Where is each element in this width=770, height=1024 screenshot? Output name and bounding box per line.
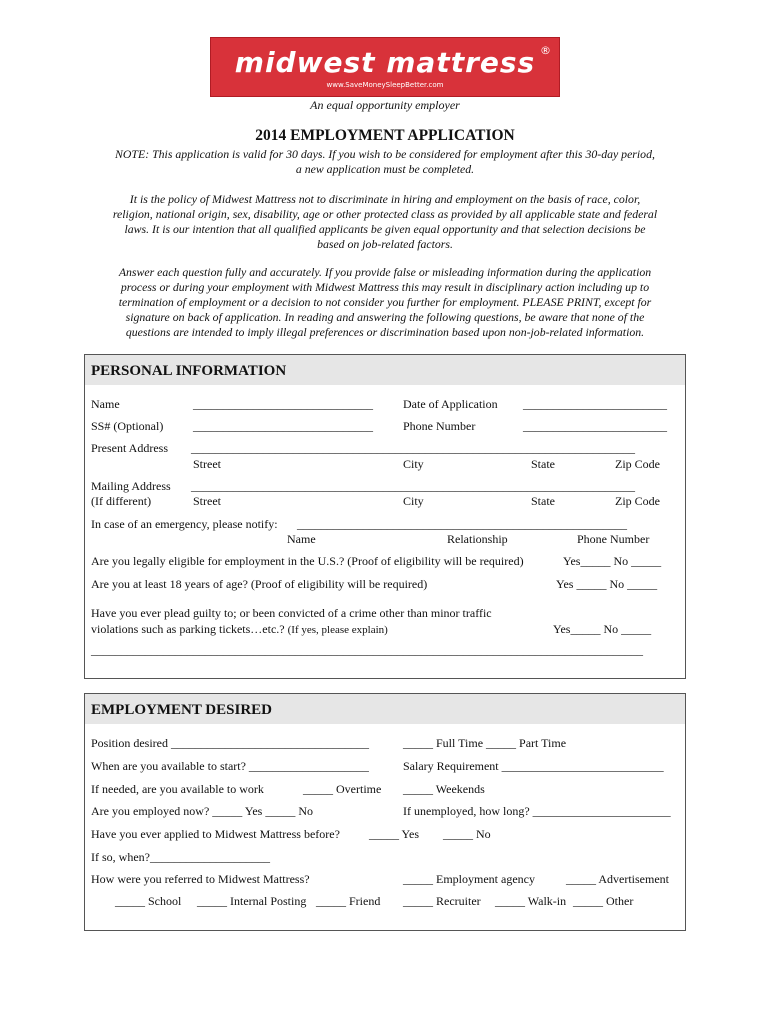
referral-school[interactable]: _____ School xyxy=(115,894,182,908)
employment-desired-section xyxy=(84,693,686,931)
age-question: Are you at least 18 years of age? (Proof of eligibility will be required) xyxy=(91,577,428,591)
emergency-contact-field[interactable]: _______________________________________________________ xyxy=(297,517,627,531)
company-logo xyxy=(210,37,560,97)
mailing-address-sublabel: (If different) xyxy=(91,494,152,508)
section-title: PERSONAL INFORMATION xyxy=(91,363,287,379)
eligibility-question: Are you legally eligible for employment in the U.S.? (Proof of eligibility will be required) xyxy=(91,554,524,568)
referral-question: How were you referred to Midwest Mattress? xyxy=(91,872,310,886)
emergency-phone-caption: Phone Number xyxy=(577,532,650,546)
note-line: a new application must be completed. xyxy=(295,162,475,176)
city-caption: City xyxy=(403,457,424,471)
referral-employment-agency[interactable]: _____ Employment agency xyxy=(403,872,535,886)
referral-walk-in[interactable]: _____ Walk-in xyxy=(495,894,567,908)
availability-label: If needed, are you available to work xyxy=(91,782,264,796)
page-title: 2014 EMPLOYMENT APPLICATION xyxy=(255,127,515,144)
street-caption: Street xyxy=(193,494,221,508)
tagline: An equal opportunity employer xyxy=(310,98,460,112)
zip-code-caption: Zip Code xyxy=(615,457,660,471)
policy-line: laws. It is our intention that all qualified applicants be given equal opportunity and that selection decisions be xyxy=(124,222,646,236)
applied-before-yes[interactable]: _____ Yes xyxy=(369,827,420,841)
referral-other[interactable]: _____ Other xyxy=(573,894,634,908)
emergency-name-caption: Name xyxy=(287,532,316,546)
logo-text: midwest mattress xyxy=(234,46,536,79)
state-caption: State xyxy=(531,457,555,471)
present-address-field[interactable]: __________________________________________________________________________ xyxy=(191,441,635,455)
instructions-line: Answer each question fully and accurately. If you provide false or misleading information during the application xyxy=(118,265,652,279)
section-header xyxy=(85,355,685,385)
employed-now-field[interactable]: Are you employed now? _____ Yes _____ No xyxy=(91,804,313,818)
policy-line: religion, national origin, sex, disability, age or other protected class as provided by all applicable state and federal xyxy=(112,207,658,221)
emergency-relationship-caption: Relationship xyxy=(447,532,508,546)
emergency-contact-label: In case of an emergency, please notify: xyxy=(91,517,278,531)
referral-recruiter[interactable]: _____ Recruiter xyxy=(403,894,481,908)
conviction-explanation-field[interactable]: ____________________________________________________________________________________________ xyxy=(91,643,643,657)
policy-line: based on job-related factors. xyxy=(317,237,453,251)
state-caption: State xyxy=(531,494,555,508)
referral-internal-posting[interactable]: _____ Internal Posting xyxy=(197,894,307,908)
instructions-line: termination of employment or a decision to not consider you further for employment. PLEASE PRINT, except for xyxy=(118,295,652,309)
note-line: NOTE: This application is valid for 30 days. If you wish to be considered for employment after this 30-day period, xyxy=(115,147,655,161)
instructions-line: process or during your employment with Midwest Mattress this may result in disciplinary action including up to xyxy=(120,280,650,294)
date-of-application-field[interactable]: ________________________ xyxy=(523,397,667,411)
logo-url: www.SaveMoneySleepBetter.com xyxy=(326,81,444,89)
phone-number-label: Phone Number xyxy=(403,419,476,433)
salary-requirement-field[interactable]: Salary Requirement ___________________________ xyxy=(403,759,664,773)
mailing-address-label: Mailing Address xyxy=(91,479,171,493)
full-part-time-field[interactable]: _____ Full Time _____ Part Time xyxy=(403,736,567,750)
mailing-address-field[interactable]: __________________________________________________________________________ xyxy=(191,479,635,493)
policy-line: It is the policy of Midwest Mattress not to discriminate in hiring and employment on the basis of race, color, xyxy=(129,192,641,206)
section-header xyxy=(85,694,685,724)
weekends-field[interactable]: _____ Weekends xyxy=(403,782,485,796)
present-address-label: Present Address xyxy=(91,441,168,455)
age-answer[interactable]: Yes _____ No _____ xyxy=(556,577,658,591)
position-desired-field[interactable]: Position desired _________________________________ xyxy=(91,736,369,750)
instructions-line: signature on back of application. In reading and answering the following questions, be aware that none of the xyxy=(125,310,645,324)
phone-number-field[interactable]: ________________________ xyxy=(523,419,667,433)
conviction-explain-note: (If yes, please explain) xyxy=(287,624,388,636)
applied-before-no[interactable]: _____ No xyxy=(443,827,491,841)
conviction-question: Have you ever plead guilty to; or been convicted of a crime other than minor traffic xyxy=(91,606,492,620)
conviction-answer[interactable]: Yes_____ No _____ xyxy=(553,622,652,636)
applied-when-field[interactable]: If so, when?____________________ xyxy=(91,850,270,864)
conviction-question-continued xyxy=(91,622,388,637)
city-caption: City xyxy=(403,494,424,508)
date-of-application-label: Date of Application xyxy=(403,397,498,411)
eligibility-answer[interactable]: Yes_____ No _____ xyxy=(563,554,662,568)
unemployed-duration-field[interactable]: If unemployed, how long? _______________________ xyxy=(403,804,671,818)
referral-advertisement[interactable]: _____ Advertisement xyxy=(566,872,669,886)
name-label: Name xyxy=(91,397,120,411)
conviction-question-text: violations such as parking tickets…etc.? xyxy=(91,622,285,636)
applied-before-question: Have you ever applied to Midwest Mattress before? xyxy=(91,827,340,841)
policy-paragraph xyxy=(80,192,690,252)
street-caption: Street xyxy=(193,457,221,471)
ss-field[interactable]: ______________________________ xyxy=(193,419,373,433)
overtime-field[interactable]: _____ Overtime xyxy=(303,782,382,796)
referral-friend[interactable]: _____ Friend xyxy=(316,894,381,908)
note-paragraph xyxy=(80,147,690,177)
instructions-paragraph xyxy=(80,265,690,340)
zip-code-caption: Zip Code xyxy=(615,494,660,508)
section-title: EMPLOYMENT DESIRED xyxy=(91,702,272,718)
ss-label: SS# (Optional) xyxy=(91,419,164,433)
instructions-line: questions are intended to imply illegal preferences or discrimination based upon non-job-related information. xyxy=(125,325,645,339)
personal-information-section xyxy=(84,354,686,679)
name-field[interactable]: ______________________________ xyxy=(193,397,373,411)
registered-mark: ® xyxy=(540,44,551,57)
available-start-field[interactable]: When are you available to start? ____________________ xyxy=(91,759,369,773)
